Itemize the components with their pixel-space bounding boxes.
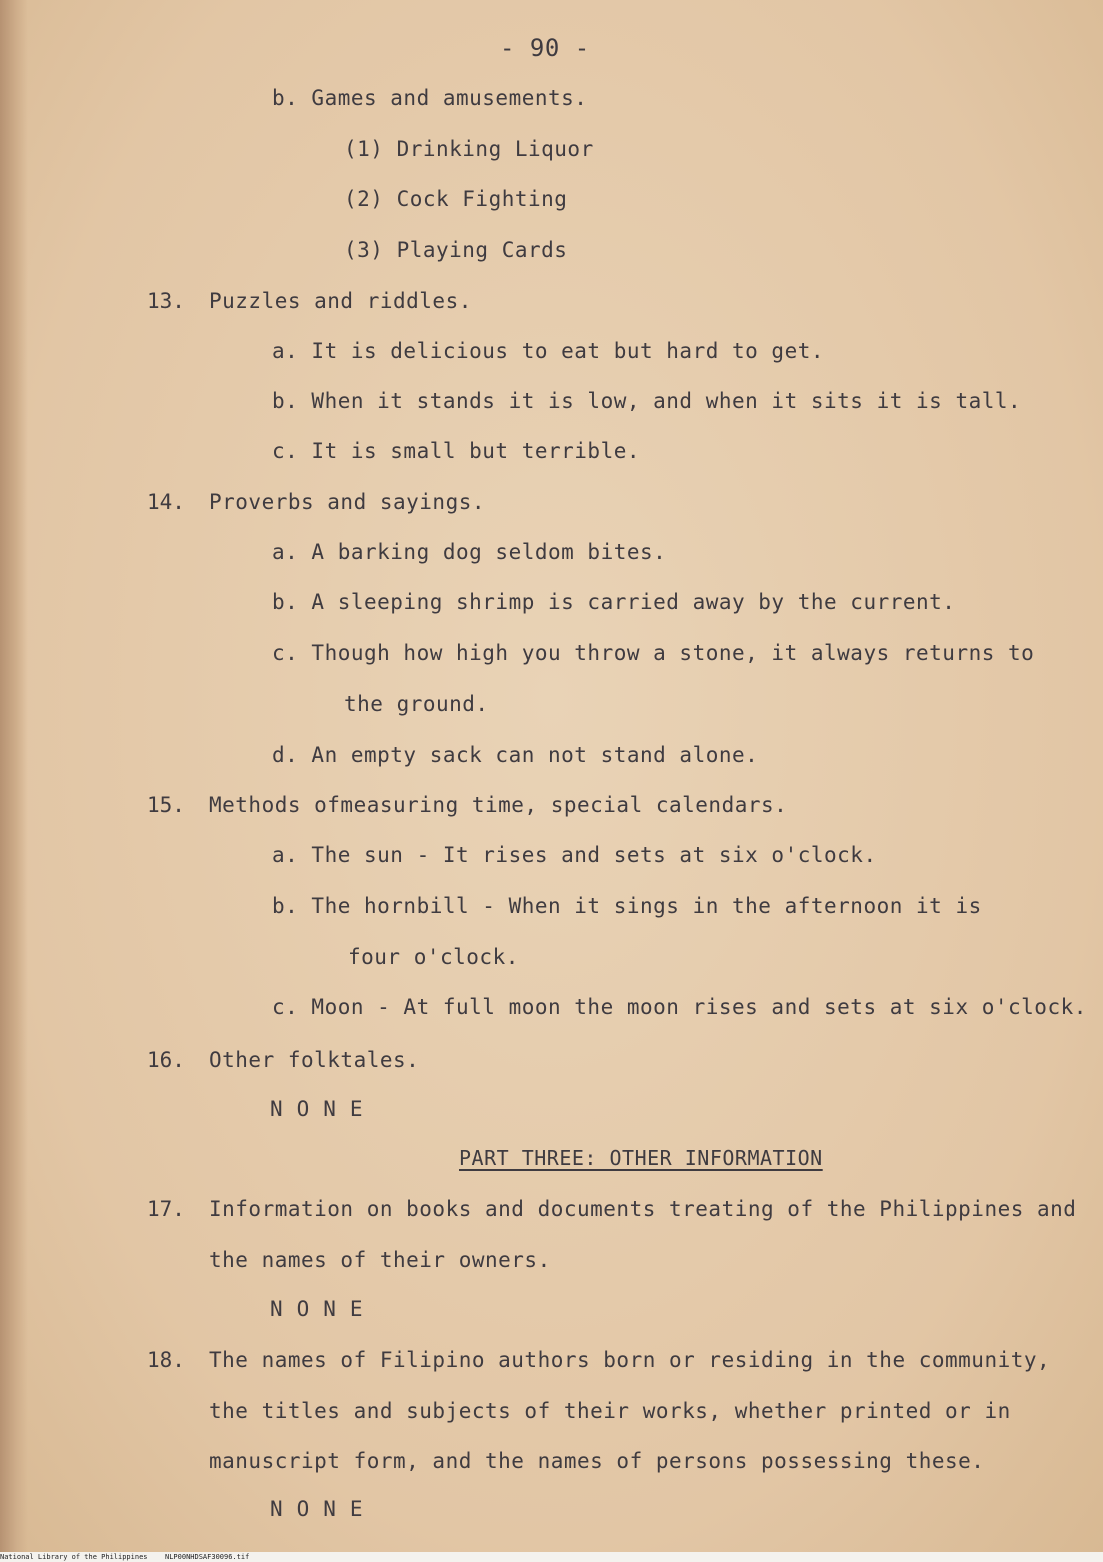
proverb-c-line1: c. Though how high you throw a stone, it always returns to <box>272 641 1035 665</box>
scan-footer <box>0 1552 1103 1562</box>
time-b-line1: b. The hornbill - When it sings in the afternoon it is <box>272 894 982 918</box>
game-3: (3) Playing Cards <box>344 238 568 262</box>
footer-library-name: National Library of the Philippines <box>0 1553 148 1561</box>
riddle-b: b. When it stands it is low, and when it sits it is tall. <box>272 389 1022 413</box>
item-18-number: 18. <box>147 1348 185 1372</box>
proverb-b: b. A sleeping shrimp is carried away by the current. <box>272 590 956 614</box>
item-16-title: Other folktales. <box>209 1048 420 1072</box>
riddle-c: c. It is small but terrible. <box>272 439 641 463</box>
item-13-title: Puzzles and riddles. <box>209 289 472 313</box>
item-18-none: NONE <box>270 1497 377 1521</box>
time-c: c. Moon - At full moon the moon rises and sets at six o'clock. <box>272 995 1087 1019</box>
proverb-d: d. An empty sack can not stand alone. <box>272 743 759 767</box>
item-12b-games: b. Games and amusements. <box>272 86 588 110</box>
riddle-a: a. It is delicious to eat but hard to get. <box>272 339 825 363</box>
time-b-line2: four o'clock. <box>348 945 519 969</box>
item-14-number: 14. <box>147 490 185 514</box>
item-17-none: NONE <box>270 1297 377 1321</box>
proverb-a: a. A barking dog seldom bites. <box>272 540 667 564</box>
part-three-heading: PART THREE: OTHER INFORMATION <box>459 1146 823 1170</box>
page-number: - 90 - <box>500 34 590 62</box>
item-16-number: 16. <box>147 1048 185 1072</box>
item-18-line3: manuscript form, and the names of persons possessing these. <box>209 1449 985 1473</box>
game-1: (1) Drinking Liquor <box>344 137 594 161</box>
item-17-number: 17. <box>147 1197 185 1221</box>
game-2: (2) Cock Fighting <box>344 187 568 211</box>
item-13-number: 13. <box>147 289 185 313</box>
page-binding-edge <box>0 0 28 1552</box>
footer-file-name: NLP00NHDSAF30096.tif <box>165 1553 250 1561</box>
item-18-line2: the titles and subjects of their works, whether printed or in <box>209 1399 1011 1423</box>
item-17-line2: the names of their owners. <box>209 1248 551 1272</box>
item-18-line1: The names of Filipino authors born or residing in the community, <box>209 1348 1051 1372</box>
item-17-line1: Information on books and documents treating of the Philippines and <box>209 1197 1077 1221</box>
proverb-c-line2: the ground. <box>344 692 489 716</box>
time-a: a. The sun - It rises and sets at six o'clock. <box>272 843 877 867</box>
item-15-number: 15. <box>147 793 185 817</box>
item-15-title: Methods ofmeasuring time, special calendars. <box>209 793 788 817</box>
item-14-title: Proverbs and sayings. <box>209 490 486 514</box>
item-16-none: NONE <box>270 1097 377 1121</box>
